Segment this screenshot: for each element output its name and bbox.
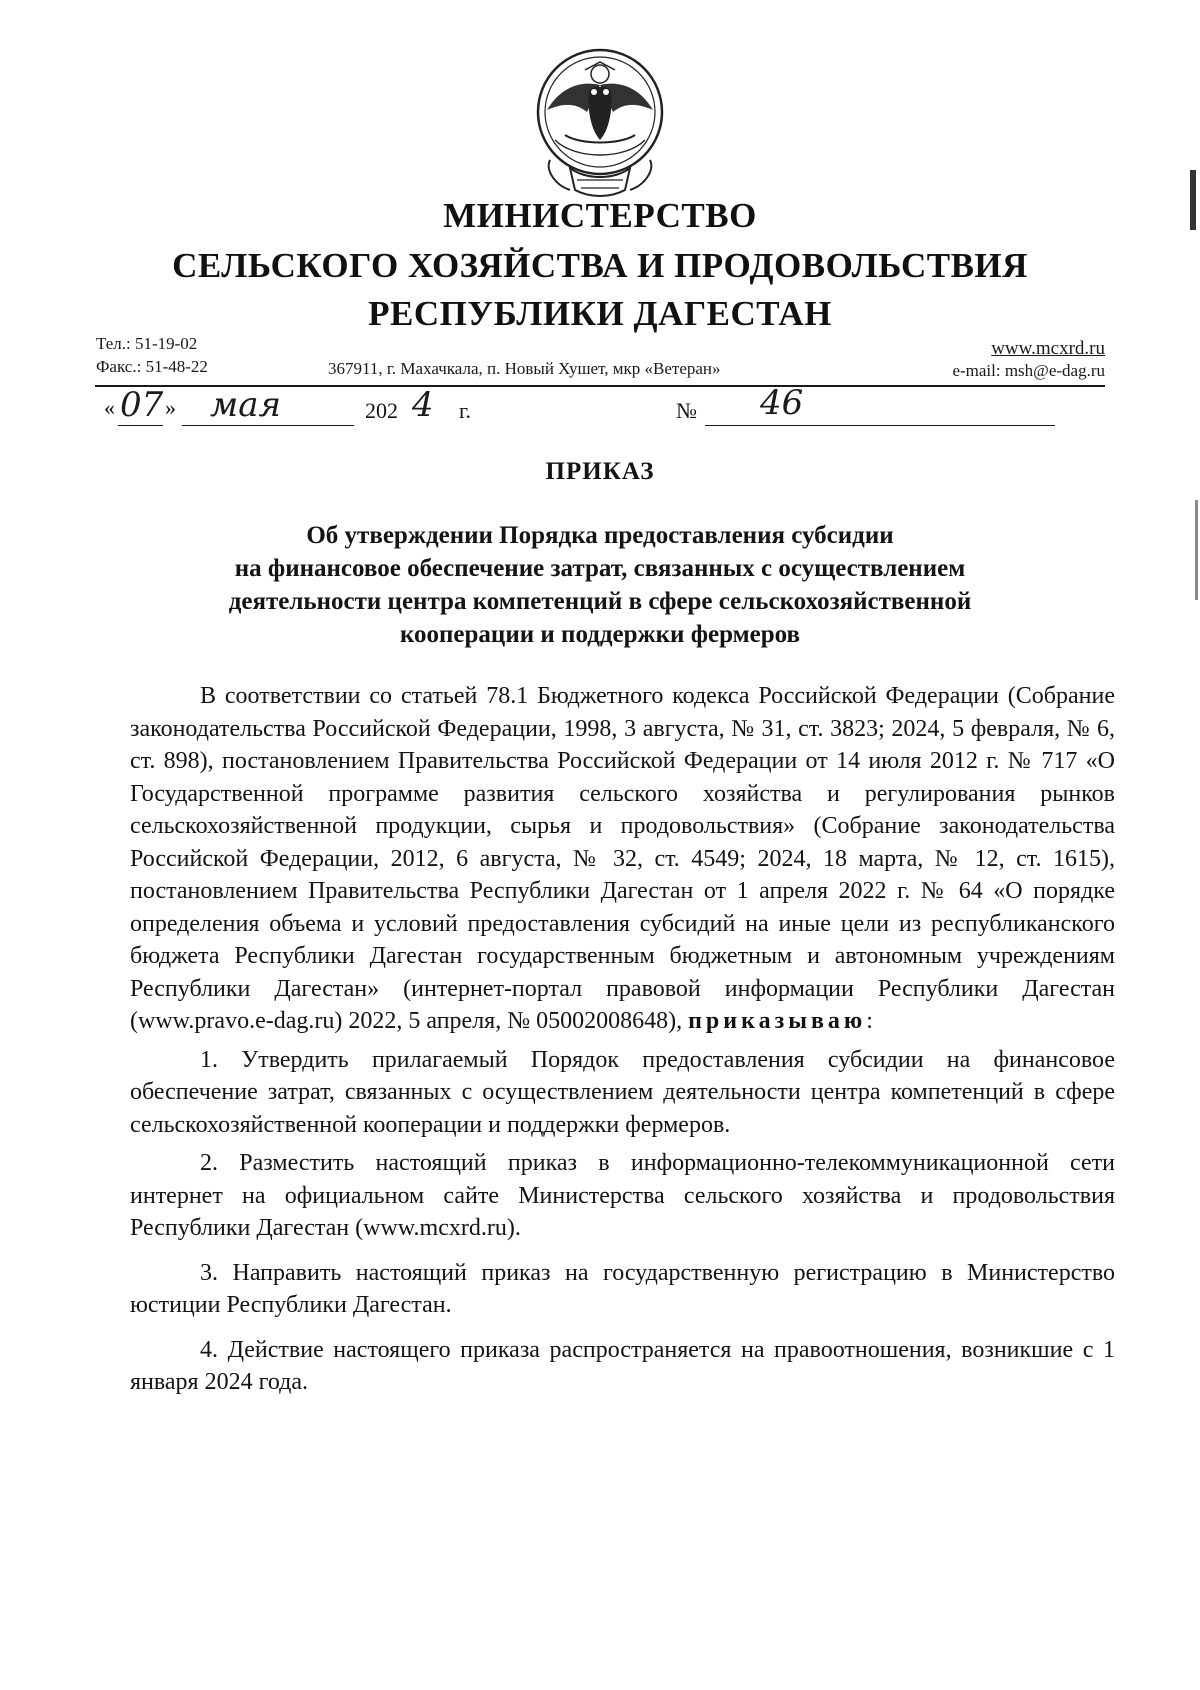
month-underline	[182, 425, 354, 426]
ministry-address: 367911, г. Махачкала, п. Новый Хушет, мкр «Ветеран»	[328, 359, 721, 378]
date-year-suffix: г.	[459, 398, 472, 423]
item-3-paragraph: 3. Направить настоящий приказ на государственную регистрацию в Министерство юстиции Республики Дагестан.	[130, 1259, 1115, 1318]
order-subject	[150, 519, 1050, 651]
item-2-paragraph: 2. Разместить настоящий приказ в информационно-телекоммуникационной сети интернет на официальном сайте Министерства сельского хозяйства и продовольствия Республики Дагестан (www.mcxrd.ru).	[130, 1150, 1115, 1241]
preamble-paragraph	[130, 680, 1115, 1038]
item-1-paragraph: 1. Утвердить прилагаемый Порядок предоставления субсидии на финансовое обеспечение затрат, связанных с осуществлением деятельности центра компетенций в сфере сельскохозяйственной кооперации и поддержки фермеров.	[130, 1046, 1115, 1138]
ministry-title-line-3: РЕСПУБЛИКИ ДАГЕСТАН	[368, 294, 832, 333]
number-underline	[705, 425, 1055, 426]
dagestan-emblem-icon	[525, 40, 675, 205]
order-word: приказываю	[688, 1008, 867, 1034]
phone-number: Тел.: 51-19-02	[96, 334, 198, 353]
subject-line-2: на финансовое обеспечение затрат, связанных с осуществлением	[234, 555, 966, 582]
order-number-label: №	[676, 398, 697, 423]
order-colon: :	[866, 1008, 873, 1034]
order-number: 46	[760, 383, 804, 423]
date-open-quote: «	[104, 395, 115, 420]
subject-line-3: деятельности центра компетенций в сфере сельскохозяйственной	[228, 588, 972, 615]
scan-edge-mark	[1195, 500, 1198, 600]
order-body	[130, 680, 1115, 1399]
scan-edge-mark	[1190, 170, 1196, 230]
subject-line-1: Об утверждении Порядка предоставления субсидии	[306, 522, 894, 549]
ministry-title-line-2: СЕЛЬСКОГО ХОЗЯЙСТВА И ПРОДОВОЛЬСТВИЯ	[172, 246, 1028, 285]
subject-line-4: кооперации и поддержки фермеров	[399, 621, 801, 648]
email-address[interactable]: e-mail: msh@e-dag.ru	[952, 361, 1105, 380]
date-day: 07	[120, 385, 164, 425]
date-month: мая	[210, 385, 281, 425]
website-link[interactable]: www.mcxrd.ru	[991, 338, 1105, 359]
day-underline	[118, 425, 163, 426]
date-close-quote: »	[165, 395, 176, 420]
ministry-title-line-1: МИНИСТЕРСТВО	[443, 196, 757, 235]
item-4-paragraph: 4. Действие настоящего приказа распространяется на правоотношения, возникшие с 1 января 2024 года.	[130, 1336, 1115, 1395]
preamble-text: В соответствии со статьей 78.1 Бюджетного кодекса Российской Федерации (Собрание законодательства Российской Федерации, 1998, 3 августа, № 31, ст. 3823; 2024, 5 февраля, № 6, ст. 898), постановлением Правительства Российской Федерации от 14 июля 2012 г. № 717 «О Государственной программе развития сельского хозяйства и регулирования рынков сельскохозяйственной продукции, сырья и продовольствия» (Собрание законодательства Российской Федерации, 2012, 6 августа, № 32, ст. 4549; 2024, 18 марта, № 12, ст. 1615), постановлением Правительства Республики Дагестан от 1 апреля 2022 г. № 64 «О порядке определения объема и условий предоставления субсидий на иные цели из республиканского бюджета Республики Дагестан государственным бюджетным и автономным учреждениям Республики Дагестан» (интернет-портал правовой информации Республики Дагестан (www.pravo.e-dag.ru) 2022, 5 апреля, № 05002008648),	[130, 683, 1115, 1034]
fax-number: Факс.: 51-48-22	[96, 357, 208, 376]
date-year-prefix: 202	[365, 398, 398, 423]
order-title: ПРИКАЗ	[545, 458, 655, 485]
date-year-digit: 4	[412, 385, 434, 425]
